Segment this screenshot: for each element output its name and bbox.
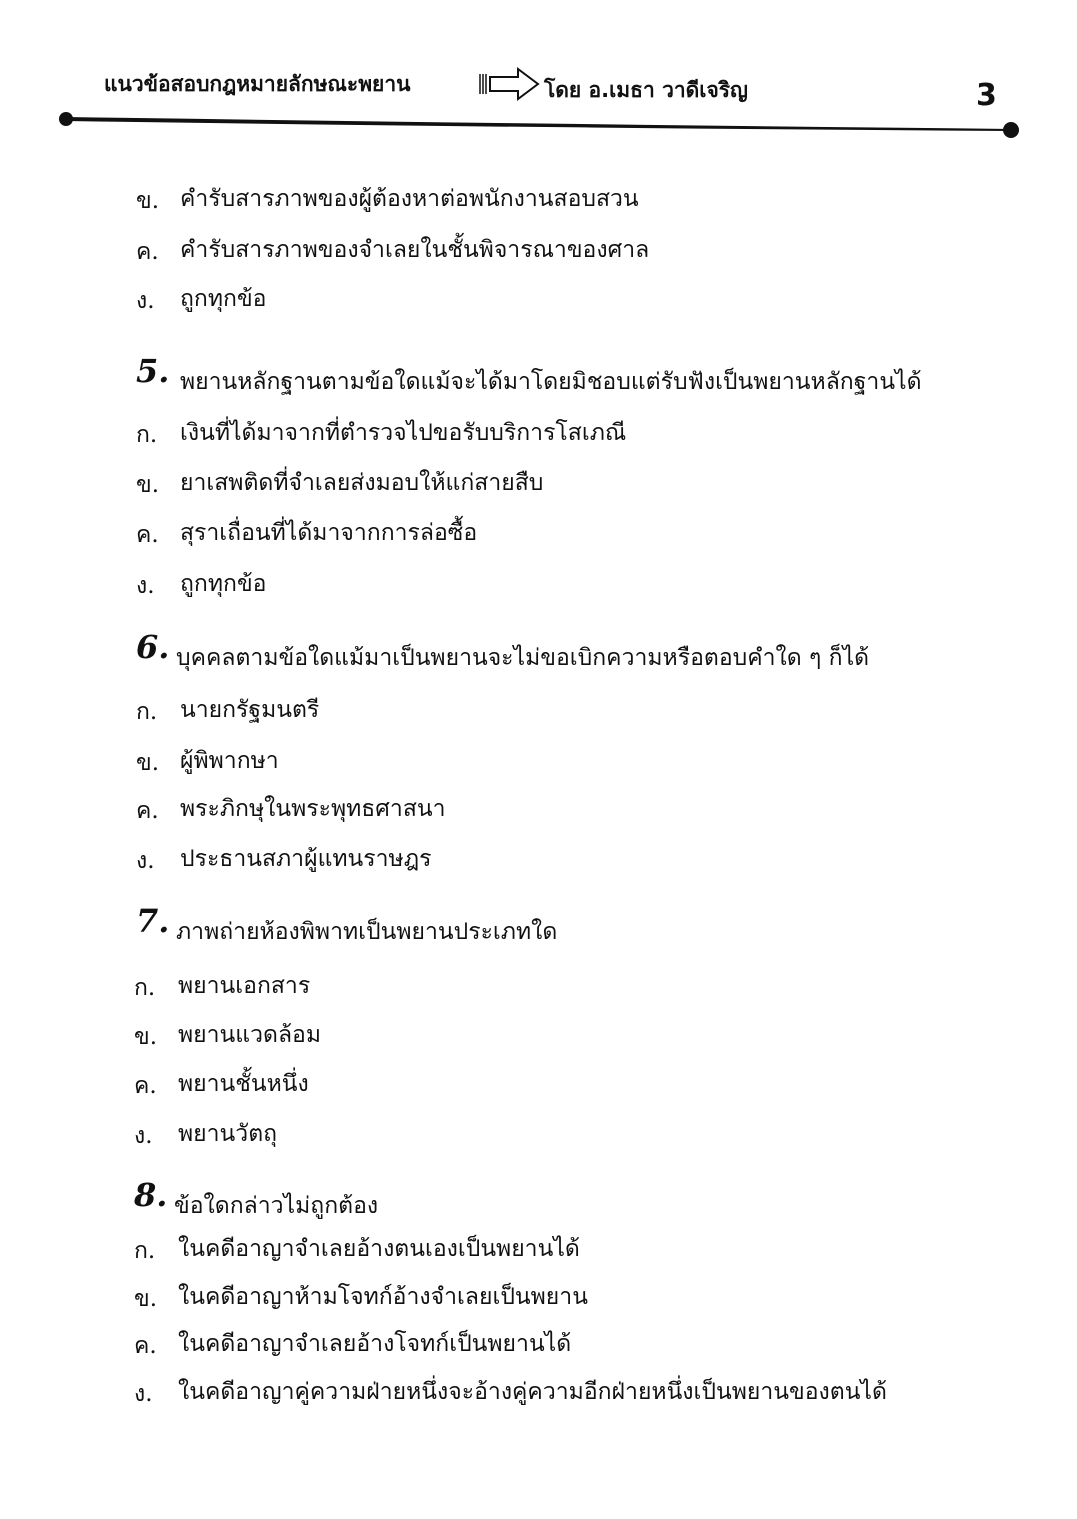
option-letter: ง. <box>134 1381 153 1407</box>
option-letter: ค. <box>136 522 159 548</box>
option-letter: ง. <box>136 848 155 874</box>
option-text: พยานเอกสาร <box>178 973 311 999</box>
option-text: ในคดีอาญาจำเลยอ้างตนเองเป็นพยานได้ <box>178 1236 580 1262</box>
option-letter: ค. <box>134 1073 157 1099</box>
option-text: ในคดีอาญาคู่ความฝ่ายหนึ่งจะอ้างคู่ความอีกฝ่ายหนึ่งเป็นพยานของตนได้ <box>178 1379 887 1405</box>
option-text: พระภิกษุในพระพุทธศาสนา <box>180 796 446 822</box>
option-text: ในคดีอาญาจำเลยอ้างโจทก์เป็นพยานได้ <box>178 1331 572 1357</box>
option-letter: ข. <box>134 1286 158 1312</box>
question-number: 6. <box>136 628 170 666</box>
question-text: บุคคลตามข้อใดแม้มาเป็นพยานจะไม่ขอเบิกความหรือตอบคำใด ๆ ก็ได้ <box>176 645 870 671</box>
option-letter: ค. <box>136 239 159 265</box>
question-text: ภาพถ่ายห้องพิพาทเป็นพยานประเภทใด <box>176 919 558 945</box>
option-letter: ข. <box>134 1024 158 1050</box>
option-text: คำรับสารภาพของผู้ต้องหาต่อพนักงานสอบสวน <box>180 186 639 212</box>
option-text: นายกรัฐมนตรี <box>180 697 320 723</box>
option-letter: ค. <box>134 1333 157 1359</box>
option-letter: ข. <box>136 188 160 214</box>
question-number: 8. <box>134 1176 168 1214</box>
option-text: พยานแวดล้อม <box>178 1022 322 1048</box>
option-text: พยานวัตถุ <box>178 1121 278 1147</box>
option-text: เงินที่ได้มาจากที่ตำรวจไปขอรับบริการโสเภณี <box>180 420 627 446</box>
option-letter: ค. <box>136 798 159 824</box>
question-number: 5. <box>136 352 170 390</box>
question-text: พยานหลักฐานตามข้อใดแม้จะได้มาโดยมิชอบแต่รับฟังเป็นพยานหลักฐานได้ <box>180 369 922 395</box>
option-letter: ง. <box>136 288 155 314</box>
question-text: ข้อใดกล่าวไม่ถูกต้อง <box>174 1193 379 1219</box>
option-text: ผู้พิพากษา <box>180 748 279 774</box>
header-divider <box>56 108 1022 138</box>
header-author: โดย อ.เมธา วาดีเจริญ <box>544 78 748 102</box>
option-text: พยานชั้นหนึ่ง <box>178 1071 309 1097</box>
option-text: สุราเถื่อนที่ได้มาจากการล่อซื้อ <box>180 520 478 546</box>
option-text: ยาเสพติดที่จำเลยส่งมอบให้แก่สายสืบ <box>180 470 544 496</box>
arrow-right-icon <box>478 66 540 102</box>
option-letter: ข. <box>136 750 160 776</box>
option-letter: ข. <box>136 472 160 498</box>
option-letter: ง. <box>136 573 155 599</box>
option-letter: ก. <box>136 699 158 725</box>
option-letter: ก. <box>134 1238 156 1264</box>
option-letter: ง. <box>134 1123 153 1149</box>
header-title: แนวข้อสอบกฎหมายลักษณะพยาน <box>104 72 411 96</box>
option-text: ประธานสภาผู้แทนราษฎร <box>180 846 432 872</box>
page-number: 3 <box>976 78 997 113</box>
question-number: 7. <box>136 902 170 940</box>
option-letter: ก. <box>136 422 158 448</box>
option-text: ในคดีอาญาห้ามโจทก์อ้างจำเลยเป็นพยาน <box>178 1284 588 1310</box>
option-text: ถูกทุกข้อ <box>180 571 267 597</box>
option-letter: ก. <box>134 975 156 1001</box>
option-text: คำรับสารภาพของจำเลยในชั้นพิจารณาของศาล <box>180 237 650 263</box>
option-text: ถูกทุกข้อ <box>180 286 267 312</box>
